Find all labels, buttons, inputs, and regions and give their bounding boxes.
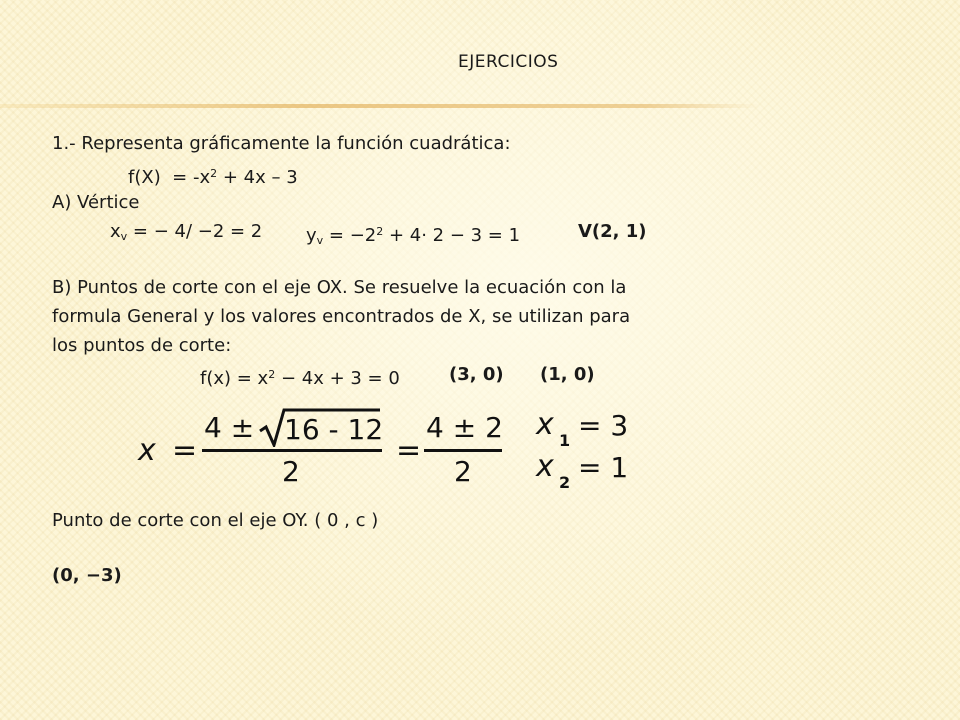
xv-eq: = − 4/ −2 = 2 (127, 221, 263, 242)
vertex-x-calc (110, 221, 262, 248)
cut-point-1: (3, 0) (449, 364, 504, 385)
quadratic-equation (200, 364, 400, 390)
cuts-ox-line-3: los puntos de corte: (52, 335, 232, 356)
formula-equals-1: = (172, 433, 198, 468)
function-definition (128, 163, 298, 189)
x1-var: x (536, 407, 554, 442)
formula-den-2: 2 (454, 455, 472, 488)
title-divider (0, 104, 760, 108)
vertex-y-calc (306, 221, 520, 252)
yv-eq-a: = −2 (323, 225, 377, 246)
x2-var: x (536, 449, 554, 484)
cuts-ox-line-1: B) Puntos de corte con el eje OX. Se resuelve la ecuación con la (52, 277, 627, 298)
fraction-bar-1 (202, 449, 382, 452)
exercise-heading: 1.- Representa gráficamente la función cuadrática: (52, 133, 511, 154)
fraction-bar-2 (424, 449, 502, 452)
x1-value: = 3 (578, 409, 629, 442)
formula-var-x: x (138, 433, 156, 468)
vertex-point: V(2, 1) (578, 221, 647, 242)
vertex-label: A) Vértice (52, 192, 140, 213)
formula-equals-2: = (396, 433, 422, 468)
quadratic-formula-image (134, 403, 634, 495)
yv-sub: v (316, 234, 324, 247)
formula-radicand: 16 - 12 (284, 413, 384, 446)
yv-eq-b: + 4· 2 − 3 = 1 (383, 225, 521, 246)
cut-point-2: (1, 0) (540, 364, 595, 385)
xv-var: x (110, 221, 121, 242)
function-rhs-a: = -x (172, 167, 211, 188)
yv-var: y (306, 225, 317, 246)
slide-title: EJERCICIOS (458, 52, 559, 72)
cut-oy-text: Punto de corte con el eje OY. ( 0 , c ) (52, 510, 379, 531)
exponent: 2 (376, 225, 384, 238)
exponent: 2 (210, 167, 218, 180)
eq-a: f(x) = x (200, 368, 269, 389)
cuts-ox-line-2: formula General y los valores encontrados de X, se utilizan para (52, 306, 631, 327)
exponent: 2 (268, 368, 276, 381)
x2-sub: 2 (559, 473, 571, 492)
x2-value: = 1 (578, 451, 629, 484)
function-rhs-b: + 4x – 3 (217, 167, 298, 188)
formula-num-2: 4 ± 2 (426, 411, 503, 444)
function-lhs: f(X) (128, 167, 161, 188)
cut-oy-point: (0, −3) (52, 565, 122, 586)
formula-den-1: 2 (282, 455, 300, 488)
formula-num-1: 4 ± (204, 411, 255, 444)
eq-b: − 4x + 3 = 0 (275, 368, 400, 389)
xv-sub: v (120, 230, 128, 243)
x1-sub: 1 (559, 431, 571, 450)
